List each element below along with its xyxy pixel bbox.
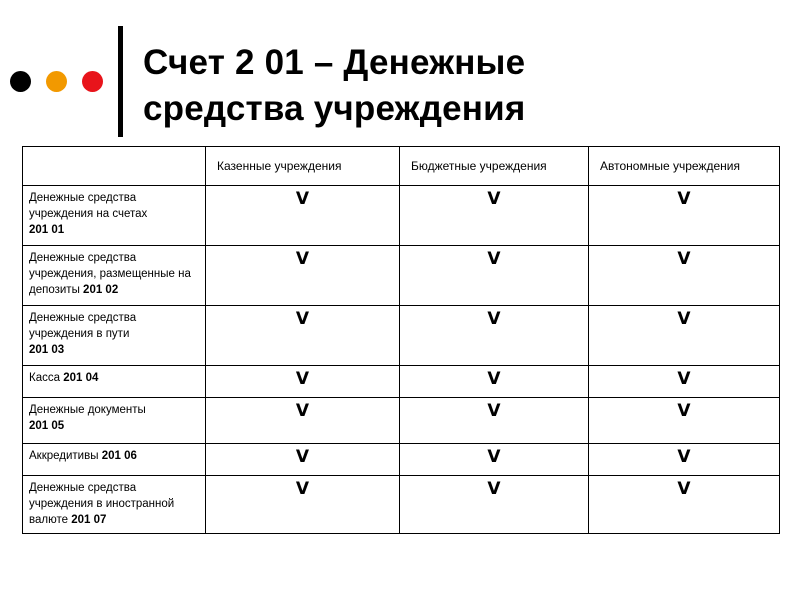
check-mark: V — [206, 398, 400, 444]
check-mark: V — [400, 398, 589, 444]
table-row — [23, 186, 780, 246]
title-line-1: Счет 2 01 – Денежные — [143, 43, 526, 82]
account-code: 201 02 — [83, 284, 119, 296]
check-mark: V — [400, 246, 589, 306]
check-mark: V — [589, 398, 780, 444]
table-row — [23, 476, 780, 534]
title-divider — [118, 26, 123, 137]
check-mark: V — [400, 186, 589, 246]
check-mark: V — [589, 444, 780, 476]
check-mark: V — [589, 246, 780, 306]
table-row — [23, 306, 780, 366]
slide-title — [143, 40, 783, 132]
account-code: 201 07 — [71, 514, 107, 526]
bullet-dots — [10, 71, 105, 95]
row-label: Денежные средства учреждения, размещенные на депозиты 201 02 — [23, 246, 206, 306]
red-dot-icon — [82, 71, 103, 92]
check-mark: V — [589, 366, 780, 398]
title-line-2: средства учреждения — [143, 89, 526, 128]
account-code: 201 04 — [63, 372, 99, 384]
account-code: 201 01 — [29, 224, 65, 236]
check-mark: V — [589, 306, 780, 366]
black-dot-icon — [10, 71, 31, 92]
check-mark: V — [589, 476, 780, 534]
check-mark: V — [206, 444, 400, 476]
account-code: 201 05 — [29, 420, 65, 432]
accounts-table — [22, 146, 780, 534]
orange-dot-icon — [46, 71, 67, 92]
header-kazennye: Казенные учреждения — [206, 147, 400, 186]
header-empty — [23, 147, 206, 186]
check-mark: V — [400, 366, 589, 398]
table-row — [23, 444, 780, 476]
check-mark: V — [206, 306, 400, 366]
check-mark: V — [206, 476, 400, 534]
check-mark: V — [206, 186, 400, 246]
account-code: 201 03 — [29, 344, 65, 356]
account-code: 201 06 — [101, 450, 137, 462]
row-label: Денежные средства учреждения на счетах 201 01 — [23, 186, 206, 246]
check-mark: V — [206, 246, 400, 306]
check-mark: V — [400, 444, 589, 476]
check-mark: V — [589, 186, 780, 246]
row-label: Касса 201 04 — [23, 366, 206, 398]
table-row — [23, 246, 780, 306]
table-row — [23, 366, 780, 398]
table-row — [23, 398, 780, 444]
table-header-row — [23, 147, 780, 186]
row-label: Денежные средства учреждения в иностранной валюте 201 07 — [23, 476, 206, 534]
header-avtonomnye: Автономные учреждения — [589, 147, 780, 186]
header-byudzhetnye: Бюджетные учреждения — [400, 147, 589, 186]
row-label: Денежные средства учреждения в пути 201 03 — [23, 306, 206, 366]
check-mark: V — [206, 366, 400, 398]
row-label: Денежные документы 201 05 — [23, 398, 206, 444]
check-mark: V — [400, 306, 589, 366]
row-label: Аккредитивы 201 06 — [23, 444, 206, 476]
check-mark: V — [400, 476, 589, 534]
